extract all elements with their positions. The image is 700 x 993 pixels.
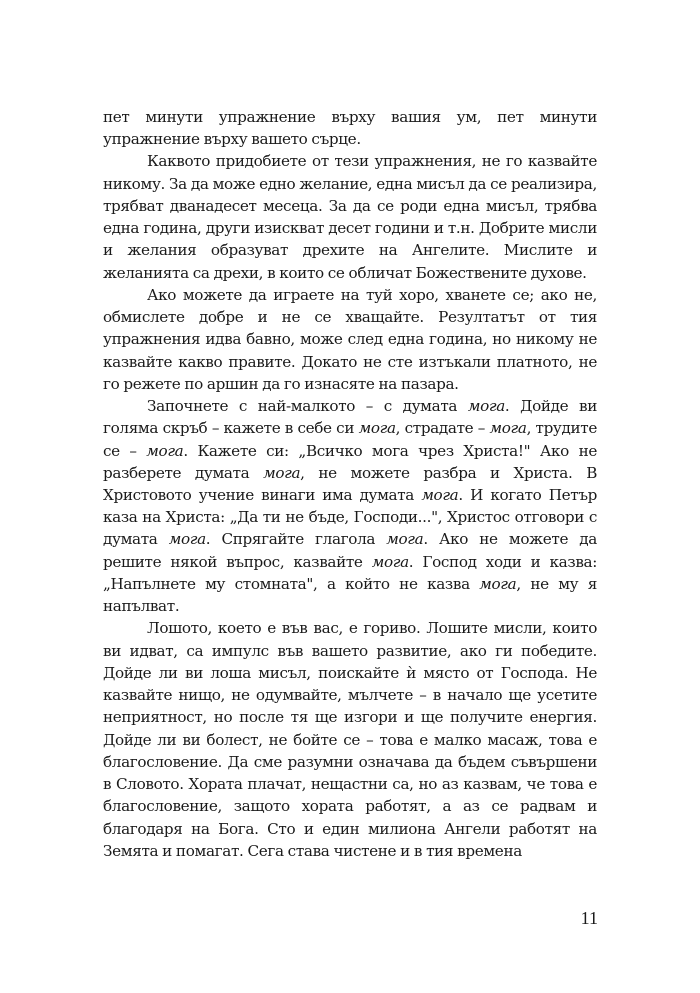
emphasis: мога (371, 552, 409, 571)
page-number: 11 (580, 908, 598, 928)
paragraph: пет минути упражнение върху вашия ум, пет минути упражнение върху вашето сърце. (103, 108, 597, 149)
emphasis: мога (146, 441, 184, 460)
paragraph: Лошото, което е във вас, е гориво. Лошите мисли, които ви идват, са импулс във вашето развитие, ако ги победите. Дойде ли ви лоша мисъл, поискайте ѝ място от Господа. Не казвайте нищо, не одумвайте, мълчете – в начало ще усетите неприятност, но после тя ще изгори и ще получите енергия. Дойде ли ви болест, не бойте се – това е малко масаж, това е благословение. Да сме разумни означава да бъдем съвършени в Словото. Хората плачат, нещастни са, но аз казвам, че това е благословение, защото хората работят, а аз се радвам и благодаря на Бога. Сто и един милиона Ангели работят на Земята и помагат. Сега става чистене и в тия времена (103, 619, 597, 860)
emphasis: мога (386, 530, 424, 549)
emphasis: мога (479, 574, 517, 593)
body-text (103, 106, 597, 862)
emphasis: мога (489, 419, 527, 438)
emphasis: мога (421, 485, 459, 504)
paragraph: Започнете с най-малкото – с думата мога. Дойде ви голяма скръб – кажете в себе си мога, страдате – мога, трудите се – мога. Кажете си: „Всичко мога чрез Христа!" Ако не разберете думата мога, не можете разбра и Христа. В Христовото учение винаги има думата мога. И когато Петър каза на Христа: „Да ти не бъде, Господи...", Христос отговори с думата мога. Спрягайте глагола мога. Ако не можете да решите някой въпрос, казвайте мога. Господ ходи и казва: „Напълнете му стомната", а който не казва мога, не му я напълват. (103, 397, 598, 616)
paragraph: Ако можете да играете на туй хоро, хванете се; ако не, обмислете добре и не се хващайте. Резултатът от тия упражнения идва бавно, може след една година, но никому не казвайте какво правите. Докато не сте изтъкали платното, не го режете по аршин да го изнасяте на пазара. (103, 285, 597, 393)
paragraph: Каквото придобиете от тези упражнения, не го казвайте никому. За да може едно желание, една мисъл да се реализира, трябват дванадесет месеца. За да се роди една мисъл, трябва една година, други изискват десет години и т.н. Добрите мисли и желания образуват дрехите на Ангелите. Мислите и желанията са дрехи, в които се обличат Божествените духове. (103, 152, 597, 282)
emphasis: мога (467, 397, 505, 416)
emphasis: мога (263, 463, 301, 482)
emphasis: мога (168, 530, 206, 549)
emphasis: мога (358, 419, 396, 438)
